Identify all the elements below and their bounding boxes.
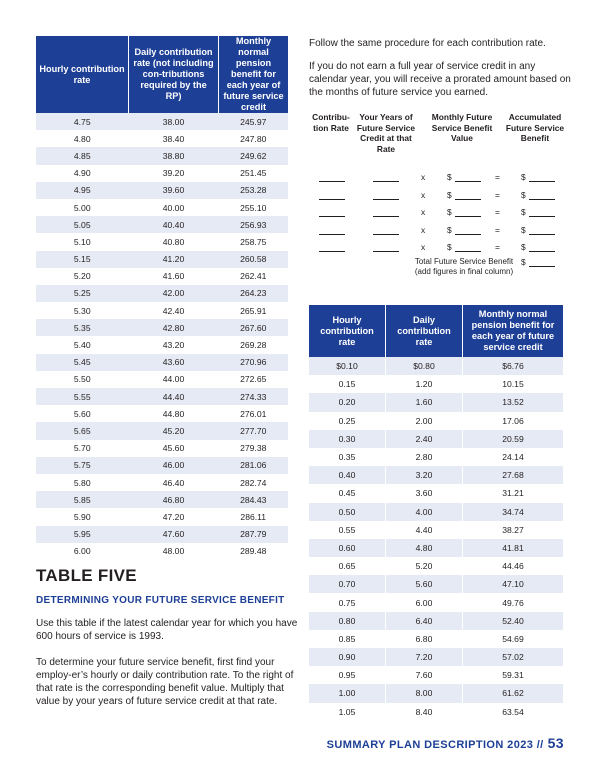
cell-daily-rate: 42.80 [129, 319, 219, 336]
cell-daily-rate: 39.60 [129, 182, 219, 199]
cell-monthly-benefit: 276.01 [240, 408, 267, 419]
table-row [309, 539, 563, 557]
cell-hourly-rate: 0.80 [309, 612, 386, 630]
header-monthly-benefit: Monthly normal pension benefit for each year of future service credit [463, 305, 564, 357]
cell-daily-rate: 48.00 [162, 546, 185, 557]
table-row [36, 371, 288, 388]
page-footer [327, 735, 564, 751]
times-sign: x [421, 207, 426, 217]
cell-hourly-rate: 5.25 [36, 285, 129, 302]
cell-hourly-rate: 4.85 [36, 147, 129, 164]
section-paragraph-2: To determine your future service benefit, first find your employ-er’s hourly or daily contribution rate. To the right of that rate is the corresponding benefit value. Multiply that value by your years of future service credit at that rate. [36, 657, 294, 707]
cell-monthly-benefit: 34.74 [463, 503, 564, 521]
dollar-sign: $ [447, 172, 452, 182]
benefit-worksheet [309, 112, 571, 282]
cell-daily-rate: 2.80 [386, 448, 463, 466]
cell-daily-rate: 47.20 [162, 511, 185, 522]
cell-hourly-rate: 5.35 [36, 319, 129, 336]
intro-paragraph-2: If you do not earn a full year of service credit in any calendar year, you will receive a prorated amount based on the months of future service you earned. [309, 61, 571, 98]
cell-hourly-rate: 5.15 [36, 251, 129, 268]
cell-daily-rate: 1.20 [386, 375, 463, 393]
cell-daily-rate: 45.20 [129, 422, 219, 439]
cell-hourly-rate: 5.55 [36, 388, 129, 405]
table-row [309, 648, 563, 666]
blank-rate[interactable] [319, 190, 345, 200]
cell-monthly-benefit: 258.75 [240, 236, 267, 247]
cell-hourly-rate: 0.15 [338, 379, 356, 390]
blank-accumulated[interactable] [529, 225, 555, 235]
benefit-table-right [309, 305, 563, 721]
worksheet-row [309, 190, 571, 202]
blank-rate[interactable] [319, 225, 345, 235]
cell-monthly-benefit: 253.28 [219, 182, 289, 199]
table-row [309, 557, 563, 575]
table-row [309, 575, 563, 593]
cell-daily-rate: 47.60 [129, 526, 219, 543]
cell-daily-rate: 4.00 [386, 503, 463, 521]
cell-daily-rate: 4.80 [386, 539, 463, 557]
blank-rate[interactable] [319, 172, 345, 182]
cell-hourly-rate: 0.90 [309, 648, 386, 666]
blank-rate[interactable] [319, 242, 345, 252]
equals-sign: = [495, 242, 500, 252]
cell-monthly-benefit: 260.58 [219, 251, 289, 268]
cell-daily-rate: 42.40 [162, 305, 185, 316]
cell-hourly-rate: 0.65 [338, 561, 356, 572]
cell-monthly-benefit: $6.76 [463, 357, 564, 375]
table-row [36, 268, 288, 285]
cell-daily-rate: 38.40 [162, 133, 185, 144]
cell-daily-rate: 38.80 [129, 147, 219, 164]
cell-monthly-benefit: 44.46 [463, 557, 564, 575]
cell-monthly-benefit: 10.15 [463, 375, 564, 393]
intro-paragraph-1: Follow the same procedure for each contribution rate. [309, 38, 546, 49]
cell-daily-rate: 8.40 [386, 703, 463, 721]
cell-monthly-benefit: 54.69 [463, 630, 564, 648]
cell-monthly-benefit: 264.23 [219, 285, 289, 302]
cell-daily-rate: 42.00 [129, 285, 219, 302]
cell-daily-rate: 6.80 [386, 630, 463, 648]
cell-daily-rate: 8.00 [386, 684, 463, 702]
cell-daily-rate: 4.40 [386, 521, 463, 539]
cell-monthly-benefit: 247.80 [240, 133, 267, 144]
cell-hourly-rate: 5.95 [36, 526, 129, 543]
worksheet-row [309, 172, 571, 184]
cell-hourly-rate: 5.45 [36, 354, 129, 371]
section-paragraph-1: Use this table if the latest calendar year for which you have 600 hours of service is 1993. [36, 618, 298, 642]
cell-monthly-benefit: 286.11 [240, 511, 267, 522]
header-hourly-rate: Hourly contribution rate [309, 305, 386, 357]
cell-monthly-benefit: 57.02 [463, 648, 564, 666]
blank-value[interactable] [455, 225, 481, 235]
cell-monthly-benefit: 27.68 [463, 466, 564, 484]
worksheet-header-value: Monthly Future Service Benefit Value [431, 112, 493, 143]
table-row [36, 405, 288, 422]
table-row [309, 521, 563, 539]
cell-monthly-benefit: 63.54 [463, 703, 564, 721]
blank-years[interactable] [373, 225, 399, 235]
table-row [309, 448, 563, 466]
cell-monthly-benefit: 256.93 [219, 216, 289, 233]
cell-daily-rate: 41.20 [129, 251, 219, 268]
cell-monthly-benefit: 272.65 [240, 374, 267, 385]
cell-daily-rate: 44.00 [162, 374, 185, 385]
cell-daily-rate: 44.40 [129, 388, 219, 405]
cell-monthly-benefit: 52.40 [463, 612, 564, 630]
cell-daily-rate: 3.20 [386, 466, 463, 484]
cell-monthly-benefit: 269.28 [240, 340, 267, 351]
footer-document-title: SUMMARY PLAN DESCRIPTION 2023 // [326, 739, 544, 751]
cell-monthly-benefit: 24.14 [463, 448, 564, 466]
cell-daily-rate: $0.80 [386, 357, 463, 375]
worksheet-header-accumulated: Accumulated Future Service Benefit [505, 112, 565, 143]
blank-accumulated[interactable] [529, 207, 555, 217]
cell-daily-rate: 7.60 [386, 666, 463, 684]
table-row [309, 666, 563, 684]
cell-hourly-rate: 0.55 [338, 524, 356, 535]
worksheet-header-rate: Contribu-tion Rate [312, 112, 350, 133]
cell-hourly-rate: 0.30 [309, 430, 386, 448]
table-row [36, 440, 288, 457]
cell-monthly-benefit: 41.81 [463, 539, 564, 557]
cell-monthly-benefit: 274.33 [219, 388, 289, 405]
cell-monthly-benefit: 20.59 [463, 430, 564, 448]
table-row [36, 354, 288, 371]
table-row [36, 113, 288, 130]
blank-years[interactable] [373, 172, 399, 182]
cell-hourly-rate: 0.50 [309, 503, 386, 521]
cell-monthly-benefit: 284.43 [219, 491, 289, 508]
cell-daily-rate: 38.00 [129, 113, 219, 130]
blank-years[interactable] [373, 207, 399, 217]
table-row [309, 393, 563, 411]
worksheet-total-dollar: $ [521, 257, 526, 267]
cell-monthly-benefit: 279.38 [240, 443, 267, 454]
cell-monthly-benefit: 267.60 [219, 319, 289, 336]
cell-hourly-rate: 5.40 [73, 340, 91, 351]
table-row [36, 336, 288, 353]
cell-hourly-rate: 5.10 [73, 236, 91, 247]
cell-monthly-benefit: 281.06 [219, 457, 289, 474]
cell-monthly-benefit: 289.48 [240, 546, 267, 557]
cell-monthly-benefit: 282.74 [240, 477, 267, 488]
worksheet-row [309, 225, 571, 237]
dollar-sign: $ [521, 207, 526, 217]
cell-daily-rate: 40.00 [162, 202, 185, 213]
table-row [309, 357, 563, 375]
cell-daily-rate: 45.60 [162, 443, 185, 454]
cell-hourly-rate: 4.75 [36, 113, 129, 130]
table-row [36, 508, 288, 525]
table-row [309, 593, 563, 611]
header-monthly-benefit: Monthly normal pension benefit for each year of future service credit [219, 36, 289, 113]
table-row [36, 233, 288, 250]
table-row [36, 165, 288, 182]
cell-hourly-rate: 5.90 [73, 511, 91, 522]
cell-monthly-benefit: 245.97 [219, 113, 289, 130]
dollar-sign: $ [447, 242, 452, 252]
equals-sign: = [495, 189, 500, 200]
table-row [36, 474, 288, 491]
cell-daily-rate: 39.20 [162, 168, 185, 179]
cell-hourly-rate: 4.95 [36, 182, 129, 199]
cell-hourly-rate: 5.65 [36, 422, 129, 439]
cell-hourly-rate: 0.75 [338, 597, 356, 608]
cell-monthly-benefit: 277.70 [219, 422, 289, 439]
cell-daily-rate: 41.60 [162, 271, 185, 282]
header-daily-rate: Daily contribution rate [386, 305, 463, 357]
cell-daily-rate: 43.60 [129, 354, 219, 371]
times-sign: x [421, 189, 426, 200]
cell-hourly-rate: 0.60 [309, 539, 386, 557]
cell-hourly-rate: 5.60 [73, 408, 91, 419]
table-row [309, 612, 563, 630]
cell-hourly-rate: 0.85 [338, 633, 356, 644]
cell-monthly-benefit: 59.31 [463, 666, 564, 684]
dollar-sign: $ [447, 224, 452, 235]
cell-hourly-rate: $0.10 [309, 357, 386, 375]
table-row [36, 543, 288, 560]
cell-daily-rate: 46.00 [129, 457, 219, 474]
cell-monthly-benefit: 17.06 [463, 412, 564, 430]
worksheet-total-label: Total Future Service Benefit (add figures in final column) [414, 257, 514, 276]
blank-value[interactable] [455, 207, 481, 217]
table-row [36, 216, 288, 233]
table-row [36, 182, 288, 199]
dollar-sign: $ [521, 242, 526, 252]
blank-value[interactable] [455, 190, 481, 200]
times-sign: x [421, 224, 426, 235]
table-row [309, 430, 563, 448]
equals-sign: = [495, 207, 500, 217]
worksheet-row [309, 207, 571, 219]
cell-hourly-rate: 6.00 [73, 546, 91, 557]
cell-monthly-benefit: 31.21 [463, 484, 564, 502]
table-row [36, 285, 288, 302]
table-row [36, 199, 288, 216]
cell-monthly-benefit: 249.62 [219, 147, 289, 164]
cell-daily-rate: 3.60 [386, 484, 463, 502]
cell-hourly-rate: 5.80 [73, 477, 91, 488]
blank-value[interactable] [455, 172, 481, 182]
cell-hourly-rate: 0.70 [309, 575, 386, 593]
cell-daily-rate: 1.60 [386, 393, 463, 411]
times-sign: x [421, 172, 426, 182]
cell-monthly-benefit: 265.91 [240, 305, 267, 316]
cell-daily-rate: 7.20 [386, 648, 463, 666]
cell-hourly-rate: 5.50 [73, 374, 91, 385]
cell-daily-rate: 46.80 [129, 491, 219, 508]
cell-monthly-benefit: 49.76 [463, 593, 564, 611]
table-row [309, 375, 563, 393]
table-row [36, 319, 288, 336]
blank-accumulated[interactable] [529, 190, 555, 200]
cell-hourly-rate: 0.20 [309, 393, 386, 411]
cell-daily-rate: 44.80 [162, 408, 185, 419]
table-row [309, 466, 563, 484]
blank-accumulated[interactable] [529, 242, 555, 252]
dollar-sign: $ [447, 189, 452, 200]
cell-hourly-rate: 5.75 [36, 457, 129, 474]
cell-monthly-benefit: 38.27 [463, 521, 564, 539]
header-daily-rate: Daily contribution rate (not including con-tributions required by the RP) [129, 36, 219, 113]
cell-hourly-rate: 4.90 [73, 168, 91, 179]
blank-accumulated[interactable] [529, 172, 555, 182]
cell-monthly-benefit: 47.10 [463, 575, 564, 593]
dollar-sign: $ [447, 207, 452, 217]
cell-daily-rate: 5.20 [386, 557, 463, 575]
equals-sign: = [495, 172, 500, 182]
table-row [36, 491, 288, 508]
worksheet-header-years: Your Years of Future Service Credit at that Rate [356, 112, 416, 154]
table-row [36, 457, 288, 474]
dollar-sign: $ [521, 172, 526, 182]
cell-hourly-rate: 4.80 [73, 133, 91, 144]
cell-hourly-rate: 0.35 [338, 452, 356, 463]
blank-years[interactable] [373, 242, 399, 252]
benefit-table-left [36, 36, 288, 560]
equals-sign: = [495, 224, 500, 235]
right-table-body [309, 357, 563, 721]
cell-monthly-benefit: 287.79 [219, 526, 289, 543]
dollar-sign: $ [521, 189, 526, 200]
section-subtitle: DETERMINING YOUR FUTURE SERVICE BENEFIT [36, 595, 285, 606]
cell-monthly-benefit: 270.96 [219, 354, 289, 371]
cell-hourly-rate: 5.85 [36, 491, 129, 508]
left-table-body [36, 113, 288, 560]
cell-hourly-rate: 1.05 [338, 706, 356, 717]
cell-monthly-benefit: 255.10 [240, 202, 267, 213]
cell-daily-rate: 46.40 [162, 477, 185, 488]
table-row [309, 503, 563, 521]
table-row [309, 630, 563, 648]
header-hourly-rate: Hourly contribution rate [36, 36, 129, 113]
table-row [36, 147, 288, 164]
cell-hourly-rate: 5.00 [73, 202, 91, 213]
blank-rate[interactable] [319, 207, 345, 217]
times-sign: x [421, 242, 426, 252]
cell-hourly-rate: 5.70 [73, 443, 91, 454]
table-row [36, 526, 288, 543]
blank-value[interactable] [455, 242, 481, 252]
cell-hourly-rate: 5.20 [73, 271, 91, 282]
worksheet-total-blank[interactable] [529, 257, 555, 267]
page-number: 53 [547, 735, 564, 751]
cell-monthly-benefit: 61.62 [463, 684, 564, 702]
table-row [309, 412, 563, 430]
section-title: TABLE FIVE [36, 566, 137, 585]
table-row [36, 388, 288, 405]
cell-hourly-rate: 0.40 [309, 466, 386, 484]
cell-daily-rate: 40.80 [162, 236, 185, 247]
cell-daily-rate: 5.60 [386, 575, 463, 593]
blank-years[interactable] [373, 190, 399, 200]
cell-hourly-rate: 1.00 [309, 684, 386, 702]
cell-hourly-rate: 0.45 [338, 488, 356, 499]
table-row [309, 703, 563, 721]
cell-daily-rate: 6.00 [386, 593, 463, 611]
table-row [36, 251, 288, 268]
table-row [36, 302, 288, 319]
worksheet-row [309, 242, 571, 254]
cell-hourly-rate: 0.25 [338, 415, 356, 426]
cell-monthly-benefit: 13.52 [463, 393, 564, 411]
cell-hourly-rate: 0.95 [338, 670, 356, 681]
dollar-sign: $ [521, 224, 526, 235]
cell-daily-rate: 6.40 [386, 612, 463, 630]
table-row [36, 130, 288, 147]
cell-hourly-rate: 5.05 [36, 216, 129, 233]
cell-daily-rate: 43.20 [162, 340, 185, 351]
cell-daily-rate: 2.00 [386, 412, 463, 430]
table-row [36, 422, 288, 439]
cell-monthly-benefit: 262.41 [240, 271, 267, 282]
table-row [309, 684, 563, 702]
cell-hourly-rate: 5.30 [73, 305, 91, 316]
cell-monthly-benefit: 251.45 [240, 168, 267, 179]
table-row [309, 484, 563, 502]
cell-daily-rate: 40.40 [129, 216, 219, 233]
cell-daily-rate: 2.40 [386, 430, 463, 448]
